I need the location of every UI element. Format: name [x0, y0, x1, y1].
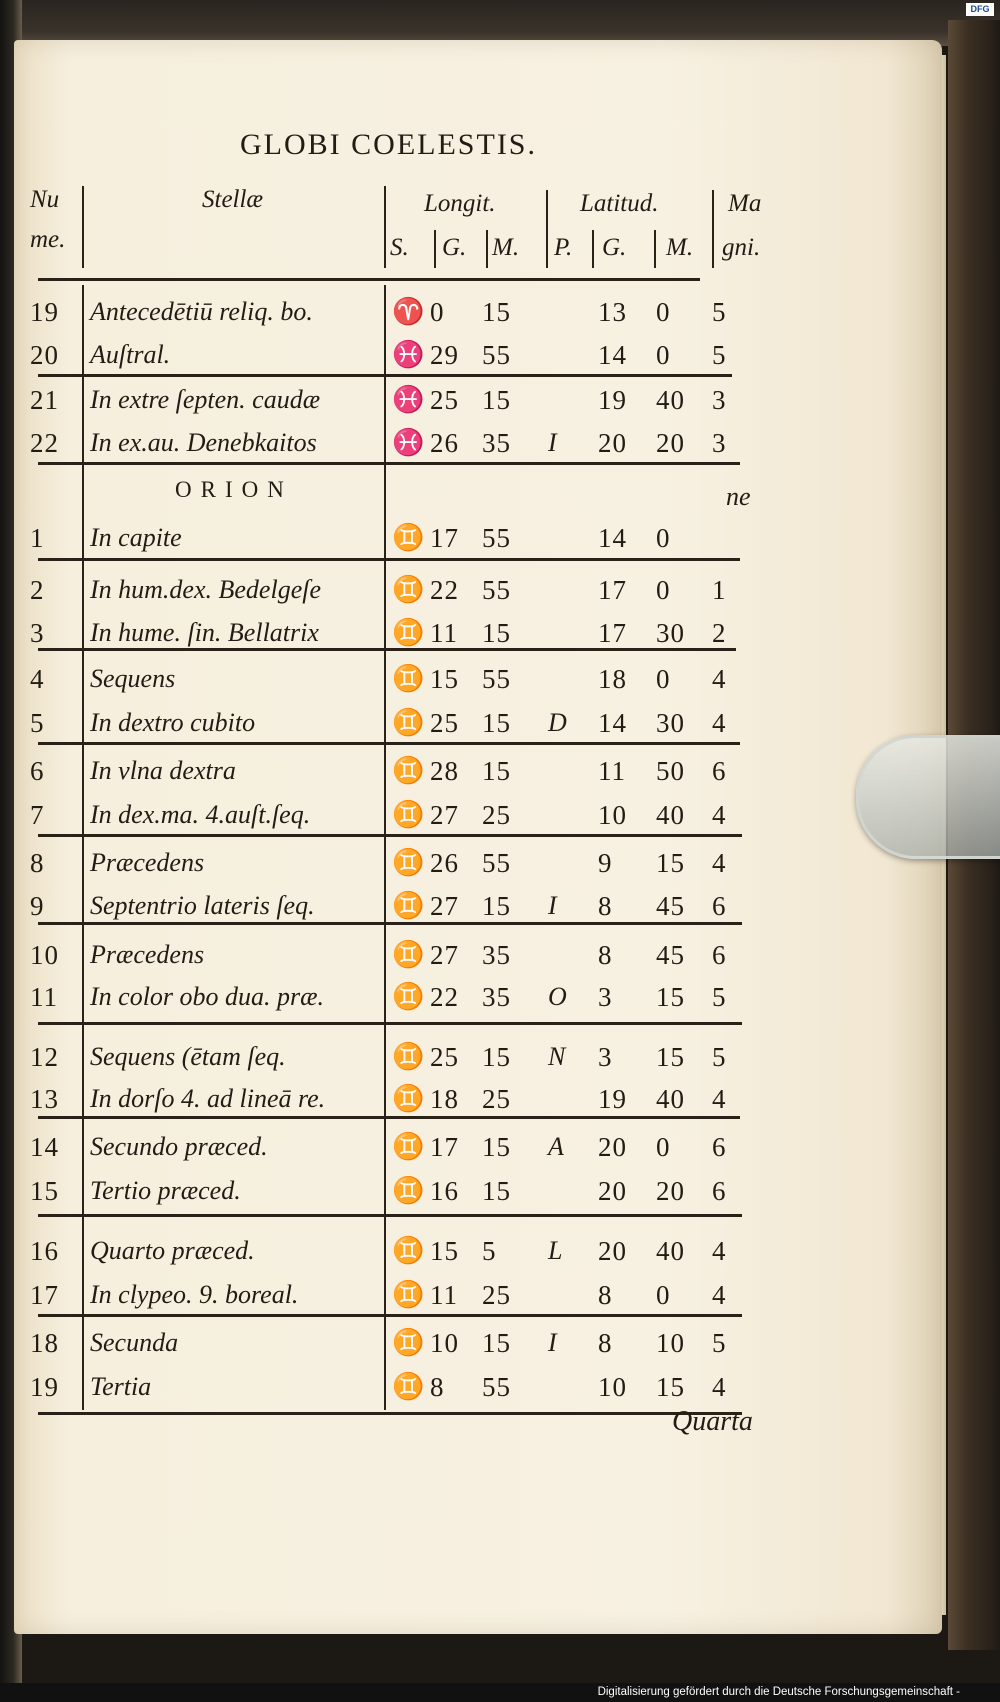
longitude-degrees: 0: [430, 297, 445, 327]
row-number: 17: [30, 1280, 59, 1310]
magnitude: 5: [712, 297, 727, 327]
latitude-degrees: 8: [598, 1328, 613, 1358]
magnitude: 6: [712, 756, 727, 786]
nebula-mark: I: [548, 428, 557, 457]
latitude-degrees: 17: [598, 575, 627, 605]
col-head-stella: Stellæ: [202, 186, 264, 213]
zodiac-sign: ♊: [392, 664, 425, 693]
longitude-minutes: 35: [482, 428, 511, 458]
magnitude: 5: [712, 982, 727, 1012]
table-rule: [38, 1214, 742, 1217]
zodiac-sign: ♊: [392, 800, 425, 829]
magnitude: 6: [712, 940, 727, 970]
table-rule: [38, 1116, 740, 1119]
zodiac-sign: ♊: [392, 1084, 425, 1113]
col-head-g: G.: [442, 234, 467, 261]
zodiac-sign: ♈: [392, 297, 425, 326]
star-name: In dex.ma. 4.auſt.ſeq.: [90, 800, 311, 829]
row-number: 8: [30, 848, 45, 878]
col-head-lat-m: M.: [666, 234, 694, 261]
row-number: 19: [30, 297, 59, 327]
longitude-degrees: 26: [430, 848, 459, 878]
row-number: 5: [30, 708, 45, 738]
magnitude: 4: [712, 708, 727, 738]
column-line: [712, 190, 714, 268]
magnitude: 4: [712, 1084, 727, 1114]
magnitude: 4: [712, 800, 727, 830]
column-line: [592, 230, 594, 268]
star-name: Præcedens: [90, 848, 205, 877]
longitude-degrees: 15: [430, 1236, 459, 1266]
longitude-minutes: 25: [482, 800, 511, 830]
nebula-mark: I: [548, 1328, 557, 1357]
star-name: In ex.au. Denebkaitos: [90, 428, 317, 457]
col-head-longit: Longit.: [424, 190, 496, 217]
magnitude-suffix: ne: [726, 482, 751, 511]
longitude-degrees: 27: [430, 940, 459, 970]
row-number: 9: [30, 891, 45, 921]
col-head-m: M.: [492, 234, 520, 261]
row-number: 15: [30, 1176, 59, 1206]
latitude-minutes: 20: [656, 428, 685, 458]
latitude-minutes: 45: [656, 891, 685, 921]
longitude-degrees: 25: [430, 385, 459, 415]
zodiac-sign: ♊: [392, 1132, 425, 1161]
zodiac-sign: ♊: [392, 1280, 425, 1309]
longitude-degrees: 28: [430, 756, 459, 786]
row-number: 10: [30, 940, 59, 970]
longitude-minutes: 35: [482, 982, 511, 1012]
longitude-degrees: 25: [430, 708, 459, 738]
longitude-minutes: 55: [482, 575, 511, 605]
zodiac-sign: ♊: [392, 575, 425, 604]
magnitude: 5: [712, 1042, 727, 1072]
latitude-minutes: 0: [656, 1280, 671, 1310]
latitude-degrees: 9: [598, 848, 613, 878]
star-name: Auſtral.: [90, 340, 171, 369]
zodiac-sign: ♓: [392, 385, 425, 414]
latitude-degrees: 20: [598, 1236, 627, 1266]
zodiac-sign: ♓: [392, 428, 425, 457]
latitude-degrees: 10: [598, 800, 627, 830]
latitude-degrees: 18: [598, 664, 627, 694]
constellation-heading: ORION: [175, 477, 293, 502]
zodiac-sign: ♊: [392, 1372, 425, 1401]
longitude-minutes: 15: [482, 618, 511, 648]
latitude-minutes: 15: [656, 1372, 685, 1402]
zodiac-sign: ♊: [392, 1236, 425, 1265]
page-title: GLOBI COELESTIS.: [240, 128, 537, 161]
latitude-degrees: 8: [598, 940, 613, 970]
zodiac-sign: ♊: [392, 940, 425, 969]
page-clip: [856, 735, 1000, 859]
zodiac-sign: ♊: [392, 1176, 425, 1205]
latitude-minutes: 15: [656, 1042, 685, 1072]
column-line: [82, 186, 84, 268]
latitude-minutes: 40: [656, 385, 685, 415]
magnitude: 5: [712, 340, 727, 370]
star-name: In capite: [90, 523, 182, 552]
star-name: Septentrio lateris ſeq.: [90, 891, 315, 920]
longitude-minutes: 15: [482, 708, 511, 738]
longitude-minutes: 15: [482, 891, 511, 921]
col-head-s: S.: [390, 234, 409, 261]
catchword: Quarta: [672, 1406, 753, 1437]
longitude-minutes: 25: [482, 1280, 511, 1310]
row-number: 19: [30, 1372, 59, 1402]
star-name: Antecedētiū reliq. bo.: [90, 297, 313, 326]
longitude-degrees: 8: [430, 1372, 445, 1402]
longitude-degrees: 25: [430, 1042, 459, 1072]
latitude-degrees: 20: [598, 1132, 627, 1162]
row-number: 12: [30, 1042, 59, 1072]
row-number: 11: [30, 982, 58, 1012]
magnitude: 4: [712, 1280, 727, 1310]
table-rule: [38, 1314, 742, 1317]
magnitude: 1: [712, 575, 727, 605]
table-rule: [38, 834, 742, 837]
column-line: [82, 285, 84, 1410]
col-head-p: P.: [554, 234, 573, 261]
longitude-degrees: 11: [430, 618, 458, 648]
latitude-minutes: 0: [656, 664, 671, 694]
latitude-minutes: 30: [656, 618, 685, 648]
latitude-degrees: 10: [598, 1372, 627, 1402]
dfg-logo: DFG: [966, 3, 994, 16]
latitude-minutes: 0: [656, 297, 671, 327]
zodiac-sign: ♊: [392, 523, 425, 552]
table-rule: [38, 742, 740, 745]
column-line: [486, 230, 488, 268]
latitude-degrees: 14: [598, 340, 627, 370]
longitude-minutes: 15: [482, 297, 511, 327]
star-name: In dextro cubito: [90, 708, 256, 737]
row-number: 3: [30, 618, 45, 648]
magnitude: 4: [712, 1236, 727, 1266]
star-name: Præcedens: [90, 940, 205, 969]
latitude-minutes: 45: [656, 940, 685, 970]
longitude-minutes: 15: [482, 1132, 511, 1162]
column-line: [654, 230, 656, 268]
latitude-minutes: 10: [656, 1328, 685, 1358]
longitude-minutes: 15: [482, 385, 511, 415]
zodiac-sign: ♊: [392, 756, 425, 785]
table-rule: [38, 462, 740, 465]
table-rule: [38, 278, 700, 281]
col-head-magni: Ma: [728, 190, 762, 217]
nebula-mark: I: [548, 891, 557, 920]
star-name: Tertio præced.: [90, 1176, 241, 1205]
latitude-degrees: 19: [598, 385, 627, 415]
longitude-minutes: 55: [482, 340, 511, 370]
latitude-minutes: 0: [656, 340, 671, 370]
star-name: Sequens: [90, 664, 176, 693]
column-line: [384, 186, 386, 268]
zodiac-sign: ♊: [392, 618, 425, 647]
nebula-mark: L: [548, 1236, 563, 1265]
longitude-degrees: 16: [430, 1176, 459, 1206]
latitude-degrees: 20: [598, 428, 627, 458]
zodiac-sign: ♊: [392, 1042, 425, 1071]
nebula-mark: A: [548, 1132, 564, 1161]
table-rule: [38, 558, 740, 561]
star-name: In color obo dua. præ.: [90, 982, 324, 1011]
row-number: 4: [30, 664, 45, 694]
magnitude: 6: [712, 891, 727, 921]
magnitude: 4: [712, 848, 727, 878]
latitude-minutes: 40: [656, 800, 685, 830]
row-number: 16: [30, 1236, 59, 1266]
column-line: [546, 190, 548, 268]
row-number: 20: [30, 340, 59, 370]
col-head-nume: Nu: [30, 186, 60, 213]
magnitude: 2: [712, 618, 727, 648]
star-name: Tertia: [90, 1372, 152, 1401]
row-number: 7: [30, 800, 45, 830]
longitude-minutes: 5: [482, 1236, 497, 1266]
star-name: In hum.dex. Bedelgeſe: [90, 575, 322, 604]
column-line: [384, 285, 386, 1410]
zodiac-sign: ♊: [392, 891, 425, 920]
longitude-minutes: 35: [482, 940, 511, 970]
star-name: Sequens (ētam ſeq.: [90, 1042, 286, 1071]
latitude-degrees: 14: [598, 708, 627, 738]
magnitude: 4: [712, 664, 727, 694]
longitude-degrees: 26: [430, 428, 459, 458]
longitude-degrees: 27: [430, 800, 459, 830]
longitude-minutes: 15: [482, 1328, 511, 1358]
latitude-degrees: 17: [598, 618, 627, 648]
zodiac-sign: ♊: [392, 708, 425, 737]
longitude-degrees: 11: [430, 1280, 458, 1310]
latitude-degrees: 13: [598, 297, 627, 327]
latitude-degrees: 14: [598, 523, 627, 553]
star-name: In dorſo 4. ad lineā re.: [90, 1084, 326, 1113]
longitude-minutes: 55: [482, 664, 511, 694]
col-head-lat-g: G.: [602, 234, 627, 261]
row-number: 6: [30, 756, 45, 786]
footer-credit: Digitalisierung gefördert durch die Deutsche Forschungsgemeinschaft -: [0, 1683, 1000, 1702]
latitude-minutes: 0: [656, 575, 671, 605]
longitude-degrees: 29: [430, 340, 459, 370]
star-name: In hume. ſin. Bellatrix: [90, 618, 319, 647]
row-number: 22: [30, 428, 59, 458]
magnitude: 4: [712, 1372, 727, 1402]
magnitude: 6: [712, 1132, 727, 1162]
longitude-minutes: 15: [482, 1176, 511, 1206]
magnitude: 3: [712, 385, 727, 415]
latitude-degrees: 20: [598, 1176, 627, 1206]
star-name: Secundo præced.: [90, 1132, 268, 1161]
longitude-degrees: 17: [430, 1132, 459, 1162]
zodiac-sign: ♊: [392, 982, 425, 1011]
col-head-nume-2: me.: [30, 226, 66, 253]
table-rule: [38, 1022, 742, 1025]
nebula-mark: O: [548, 982, 567, 1011]
star-name: In extre ſepten. caudæ: [90, 385, 321, 414]
row-number: 1: [30, 523, 45, 553]
longitude-degrees: 17: [430, 523, 459, 553]
zodiac-sign: ♓: [392, 340, 425, 369]
longitude-degrees: 15: [430, 664, 459, 694]
star-name: In clypeo. 9. boreal.: [90, 1280, 299, 1309]
latitude-minutes: 15: [656, 982, 685, 1012]
longitude-degrees: 22: [430, 575, 459, 605]
latitude-minutes: 30: [656, 708, 685, 738]
row-number: 21: [30, 385, 59, 415]
latitude-minutes: 0: [656, 1132, 671, 1162]
column-line: [434, 230, 436, 268]
zodiac-sign: ♊: [392, 1328, 425, 1357]
col-head-latitud: Latitud.: [580, 190, 659, 217]
row-number: 2: [30, 575, 45, 605]
longitude-minutes: 15: [482, 756, 511, 786]
longitude-minutes: 55: [482, 523, 511, 553]
star-name: Secunda: [90, 1328, 179, 1357]
latitude-degrees: 8: [598, 1280, 613, 1310]
latitude-degrees: 3: [598, 1042, 613, 1072]
longitude-degrees: 27: [430, 891, 459, 921]
latitude-minutes: 15: [656, 848, 685, 878]
row-number: 14: [30, 1132, 59, 1162]
nebula-mark: N: [548, 1042, 566, 1071]
latitude-minutes: 0: [656, 523, 671, 553]
latitude-minutes: 40: [656, 1084, 685, 1114]
star-name: In vlna dextra: [90, 756, 236, 785]
latitude-minutes: 50: [656, 756, 685, 786]
latitude-degrees: 19: [598, 1084, 627, 1114]
longitude-minutes: 55: [482, 848, 511, 878]
star-name: Quarto præced.: [90, 1236, 255, 1265]
longitude-minutes: 25: [482, 1084, 511, 1114]
row-number: 18: [30, 1328, 59, 1358]
longitude-degrees: 10: [430, 1328, 459, 1358]
latitude-minutes: 40: [656, 1236, 685, 1266]
latitude-degrees: 3: [598, 982, 613, 1012]
table-rule: [38, 1412, 742, 1415]
latitude-degrees: 11: [598, 756, 626, 786]
latitude-degrees: 8: [598, 891, 613, 921]
longitude-degrees: 18: [430, 1084, 459, 1114]
col-head-magni-2: gni.: [722, 234, 761, 261]
magnitude: 3: [712, 428, 727, 458]
magnitude: 6: [712, 1176, 727, 1206]
zodiac-sign: ♊: [392, 848, 425, 877]
longitude-degrees: 22: [430, 982, 459, 1012]
longitude-minutes: 55: [482, 1372, 511, 1402]
row-number: 13: [30, 1084, 59, 1114]
magnitude: 5: [712, 1328, 727, 1358]
latitude-minutes: 20: [656, 1176, 685, 1206]
longitude-minutes: 15: [482, 1042, 511, 1072]
nebula-mark: D: [548, 708, 567, 737]
